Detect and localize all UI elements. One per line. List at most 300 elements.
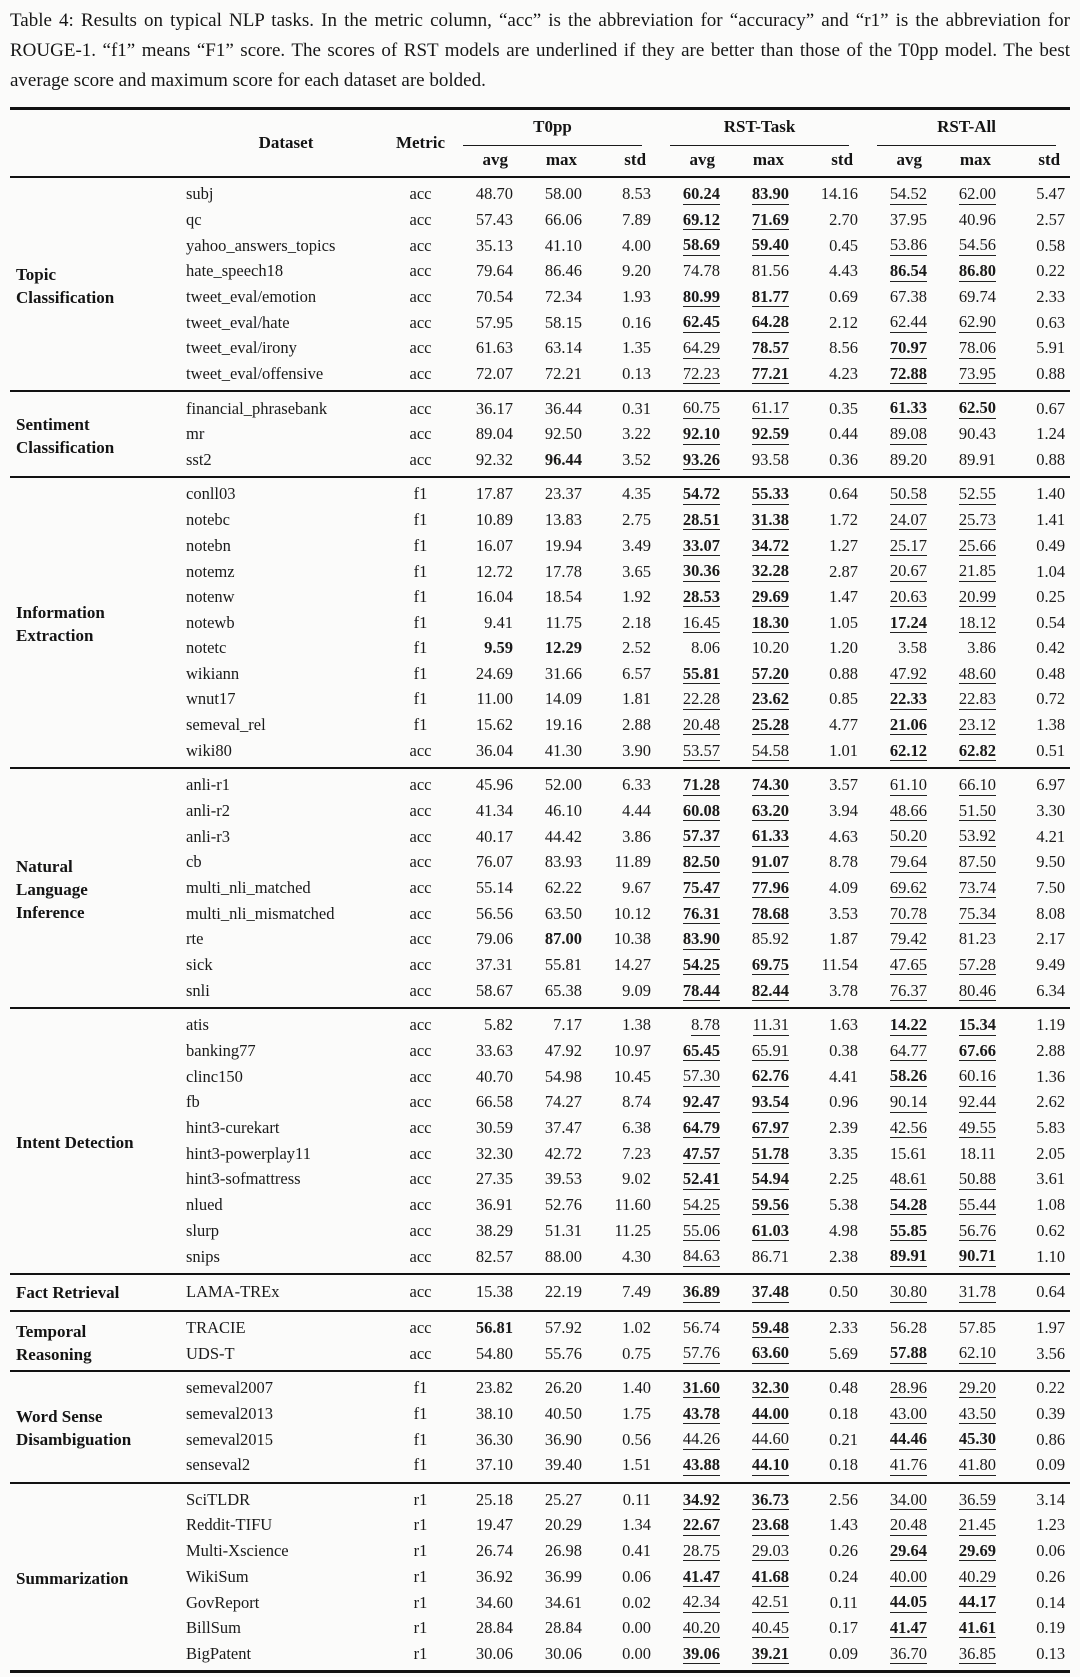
score-cell bbox=[518, 310, 587, 336]
score-value: 55.81 bbox=[544, 955, 582, 975]
score-cell bbox=[794, 850, 863, 876]
table-row bbox=[10, 477, 1070, 507]
dataset-name: wnut17 bbox=[186, 689, 236, 709]
score-value: 9.41 bbox=[484, 612, 513, 632]
score-cell bbox=[656, 1064, 725, 1090]
score-cell bbox=[449, 712, 518, 738]
score-cell bbox=[587, 661, 656, 687]
score-cell bbox=[1001, 1244, 1070, 1274]
score-cell bbox=[656, 1427, 725, 1453]
score-cell bbox=[449, 310, 518, 336]
score-value: 32.30 bbox=[751, 1377, 790, 1397]
score-value: 10.89 bbox=[475, 510, 513, 530]
score-value: 54.52 bbox=[889, 184, 928, 203]
score-cell bbox=[725, 1427, 794, 1453]
score-value: 0.45 bbox=[829, 235, 859, 255]
score-value: 0.56 bbox=[622, 1429, 652, 1449]
score-value: 15.61 bbox=[889, 1143, 928, 1163]
score-value: 50.20 bbox=[889, 826, 928, 846]
score-value: 44.46 bbox=[889, 1429, 928, 1449]
score-cell bbox=[656, 738, 725, 768]
score-cell bbox=[656, 1452, 725, 1482]
score-cell bbox=[932, 1452, 1001, 1482]
score-cell bbox=[518, 1427, 587, 1453]
score-cell bbox=[932, 1167, 1001, 1193]
metric-value: acc bbox=[409, 1143, 432, 1163]
score-value: 74.78 bbox=[682, 261, 721, 281]
score-cell bbox=[794, 1274, 863, 1311]
score-cell bbox=[656, 1244, 725, 1274]
score-value: 55.33 bbox=[751, 484, 790, 504]
score-cell bbox=[587, 952, 656, 978]
score-value: 0.13 bbox=[1036, 1643, 1066, 1663]
score-cell bbox=[518, 1064, 587, 1090]
score-value: 2.25 bbox=[829, 1169, 859, 1189]
score-cell bbox=[449, 1452, 518, 1482]
score-value: 3.35 bbox=[829, 1143, 859, 1163]
score-cell bbox=[932, 798, 1001, 824]
score-value: 0.02 bbox=[622, 1592, 652, 1612]
score-cell bbox=[518, 824, 587, 850]
score-cell bbox=[932, 824, 1001, 850]
score-value: 2.12 bbox=[829, 312, 859, 332]
score-value: 11.75 bbox=[545, 612, 582, 632]
metric-value: f1 bbox=[413, 510, 428, 530]
score-value: 62.00 bbox=[958, 184, 997, 203]
score-value: 0.48 bbox=[1036, 663, 1066, 683]
score-cell bbox=[1001, 738, 1070, 768]
score-cell bbox=[932, 284, 1001, 310]
score-value: 79.64 bbox=[475, 261, 513, 281]
score-value: 1.93 bbox=[622, 287, 652, 306]
score-value: 30.59 bbox=[475, 1118, 513, 1138]
score-cell bbox=[518, 421, 587, 447]
score-cell bbox=[863, 477, 932, 507]
score-value: 75.47 bbox=[682, 877, 721, 897]
dataset-name: subj bbox=[186, 184, 214, 204]
score-cell bbox=[449, 636, 518, 661]
score-value: 39.06 bbox=[682, 1643, 721, 1663]
score-value: 8.78 bbox=[829, 852, 859, 872]
score-cell bbox=[587, 1090, 656, 1116]
score-cell bbox=[518, 1008, 587, 1038]
metric-value: acc bbox=[409, 424, 432, 444]
metric-value: acc bbox=[409, 449, 432, 469]
score-value: 0.06 bbox=[622, 1566, 652, 1586]
score-value: 76.31 bbox=[682, 903, 721, 923]
metric-value: acc bbox=[409, 1118, 432, 1138]
score-cell bbox=[794, 1115, 863, 1141]
metric-value: f1 bbox=[413, 715, 428, 735]
score-cell bbox=[794, 1452, 863, 1482]
score-cell bbox=[656, 284, 725, 310]
score-value: 54.98 bbox=[544, 1066, 582, 1086]
dataset-name: nlued bbox=[186, 1195, 223, 1215]
score-value: 1.40 bbox=[1036, 484, 1066, 504]
score-value: 5.47 bbox=[1036, 184, 1066, 204]
score-cell bbox=[1001, 687, 1070, 713]
score-cell bbox=[449, 284, 518, 310]
score-value: 61.10 bbox=[889, 775, 928, 795]
score-cell bbox=[725, 1341, 794, 1371]
dataset-name: fb bbox=[186, 1092, 200, 1112]
score-cell bbox=[794, 661, 863, 687]
stat-column-header-std: std bbox=[1038, 150, 1061, 169]
score-cell bbox=[449, 477, 518, 507]
score-cell bbox=[863, 712, 932, 738]
dataset-name: qc bbox=[186, 209, 202, 229]
score-cell bbox=[449, 1538, 518, 1564]
score-value: 11.89 bbox=[614, 852, 652, 872]
score-value: 57.92 bbox=[544, 1318, 582, 1337]
dataset-name: anli-r3 bbox=[186, 826, 230, 846]
metric-value: acc bbox=[409, 852, 432, 872]
score-cell bbox=[1001, 850, 1070, 876]
score-value: 20.29 bbox=[544, 1515, 582, 1535]
score-value: 7.50 bbox=[1036, 878, 1066, 898]
score-value: 7.17 bbox=[553, 1015, 582, 1035]
score-value: 28.75 bbox=[682, 1540, 721, 1560]
score-cell bbox=[863, 421, 932, 447]
score-value: 62.45 bbox=[682, 312, 721, 332]
score-cell bbox=[863, 507, 932, 533]
score-value: 88.00 bbox=[544, 1246, 582, 1266]
dataset-name: conll03 bbox=[186, 484, 236, 504]
model-group-header-rst-all bbox=[863, 109, 1070, 147]
task-group-sentiment-classification bbox=[10, 391, 1070, 477]
score-value: 0.31 bbox=[622, 398, 652, 418]
score-cell bbox=[449, 1311, 518, 1341]
score-value: 0.88 bbox=[1036, 364, 1066, 384]
score-value: 51.78 bbox=[751, 1143, 790, 1163]
score-value: 1.02 bbox=[622, 1318, 652, 1337]
score-value: 0.00 bbox=[622, 1643, 652, 1663]
score-value: 82.44 bbox=[751, 980, 790, 1000]
score-value: 22.19 bbox=[544, 1282, 582, 1302]
dataset-name: snips bbox=[186, 1246, 220, 1266]
score-value: 29.03 bbox=[751, 1540, 790, 1560]
dataset-name: semeval_rel bbox=[186, 715, 266, 735]
score-value: 69.12 bbox=[682, 209, 721, 229]
score-cell bbox=[656, 1192, 725, 1218]
score-cell bbox=[449, 850, 518, 876]
score-value: 1.05 bbox=[829, 612, 859, 632]
score-cell bbox=[656, 636, 725, 661]
score-cell bbox=[932, 952, 1001, 978]
metric-value: f1 bbox=[413, 1429, 428, 1449]
score-cell bbox=[449, 768, 518, 798]
score-value: 48.66 bbox=[889, 800, 928, 820]
score-value: 29.20 bbox=[958, 1377, 997, 1397]
score-value: 61.63 bbox=[475, 338, 513, 358]
score-cell bbox=[794, 1090, 863, 1116]
score-cell bbox=[518, 1452, 587, 1482]
score-cell bbox=[1001, 1590, 1070, 1616]
score-cell bbox=[932, 1038, 1001, 1064]
score-value: 26.74 bbox=[475, 1541, 513, 1561]
score-value: 60.75 bbox=[682, 398, 721, 418]
score-value: 77.96 bbox=[751, 877, 790, 897]
score-cell bbox=[725, 1483, 794, 1513]
score-cell bbox=[725, 824, 794, 850]
score-value: 62.50 bbox=[958, 398, 997, 418]
score-value: 73.95 bbox=[958, 363, 997, 383]
score-cell bbox=[449, 978, 518, 1008]
score-value: 70.97 bbox=[889, 338, 928, 358]
metric-value: r1 bbox=[413, 1541, 428, 1561]
metric-value: r1 bbox=[413, 1566, 428, 1586]
score-value: 81.23 bbox=[958, 929, 997, 949]
score-cell bbox=[587, 1590, 656, 1616]
score-cell bbox=[794, 798, 863, 824]
metric-value: acc bbox=[409, 364, 432, 384]
score-value: 51.31 bbox=[544, 1220, 582, 1240]
score-cell bbox=[794, 1008, 863, 1038]
score-cell bbox=[725, 875, 794, 901]
score-cell bbox=[1001, 1427, 1070, 1453]
score-cell bbox=[932, 477, 1001, 507]
score-value: 1.34 bbox=[622, 1515, 652, 1535]
model-group-label: T0pp bbox=[533, 117, 572, 136]
score-cell bbox=[587, 636, 656, 661]
score-value: 54.25 bbox=[682, 954, 721, 974]
dataset-name: cb bbox=[186, 852, 202, 872]
score-value: 1.87 bbox=[829, 929, 859, 949]
score-cell bbox=[518, 1564, 587, 1590]
score-cell bbox=[1001, 507, 1070, 533]
score-value: 0.39 bbox=[1036, 1403, 1066, 1423]
score-cell bbox=[794, 1564, 863, 1590]
score-value: 0.26 bbox=[829, 1541, 859, 1561]
score-value: 54.58 bbox=[751, 740, 790, 760]
score-cell bbox=[1001, 177, 1070, 207]
score-cell bbox=[518, 1274, 587, 1311]
score-value: 6.97 bbox=[1036, 775, 1066, 795]
dataset-name: financial_phrasebank bbox=[186, 398, 328, 418]
score-cell bbox=[656, 927, 725, 953]
score-value: 4.00 bbox=[622, 235, 652, 255]
score-cell bbox=[587, 927, 656, 953]
score-cell bbox=[863, 1341, 932, 1371]
score-value: 90.43 bbox=[958, 424, 997, 444]
score-value: 3.49 bbox=[622, 535, 652, 555]
score-cell bbox=[1001, 1513, 1070, 1539]
score-value: 64.29 bbox=[682, 338, 721, 358]
score-cell bbox=[587, 901, 656, 927]
score-cell bbox=[1001, 1141, 1070, 1167]
score-value: 60.16 bbox=[958, 1066, 997, 1086]
score-value: 18.12 bbox=[958, 612, 997, 632]
score-value: 40.00 bbox=[889, 1566, 928, 1586]
score-value: 2.75 bbox=[622, 510, 652, 530]
score-value: 8.53 bbox=[622, 184, 652, 204]
score-cell bbox=[932, 661, 1001, 687]
score-cell bbox=[725, 738, 794, 768]
score-value: 55.14 bbox=[475, 878, 513, 898]
score-value: 44.17 bbox=[958, 1592, 997, 1612]
score-cell bbox=[656, 310, 725, 336]
task-group-intent-detection bbox=[10, 1008, 1070, 1274]
score-value: 89.08 bbox=[889, 424, 928, 443]
score-value: 36.89 bbox=[682, 1282, 721, 1301]
score-value: 3.58 bbox=[898, 638, 928, 658]
score-value: 17.87 bbox=[475, 484, 513, 504]
score-cell bbox=[932, 1401, 1001, 1427]
score-cell bbox=[449, 1064, 518, 1090]
dataset-name: sst2 bbox=[186, 449, 212, 469]
score-cell bbox=[518, 284, 587, 310]
score-cell bbox=[518, 1590, 587, 1616]
score-value: 49.55 bbox=[958, 1117, 997, 1137]
score-cell bbox=[1001, 421, 1070, 447]
score-cell bbox=[794, 584, 863, 610]
score-cell bbox=[725, 1115, 794, 1141]
score-value: 1.36 bbox=[1036, 1066, 1066, 1086]
dataset-name: hate_speech18 bbox=[186, 261, 284, 281]
stat-column-header-std: std bbox=[624, 150, 647, 169]
score-cell bbox=[656, 1564, 725, 1590]
score-cell bbox=[518, 1115, 587, 1141]
score-cell bbox=[725, 336, 794, 362]
score-value: 48.60 bbox=[958, 663, 997, 683]
score-value: 2.18 bbox=[622, 612, 652, 632]
task-group-topic-classification bbox=[10, 177, 1070, 391]
score-cell bbox=[1001, 712, 1070, 738]
score-cell bbox=[932, 901, 1001, 927]
score-value: 9.67 bbox=[622, 878, 652, 898]
score-value: 37.48 bbox=[751, 1282, 790, 1301]
score-cell bbox=[863, 1008, 932, 1038]
score-cell bbox=[518, 1090, 587, 1116]
score-cell bbox=[518, 207, 587, 233]
score-value: 52.41 bbox=[682, 1169, 721, 1189]
score-cell bbox=[932, 1244, 1001, 1274]
score-value: 2.52 bbox=[622, 638, 652, 658]
score-cell bbox=[518, 477, 587, 507]
score-value: 21.85 bbox=[958, 561, 997, 581]
score-value: 53.57 bbox=[682, 740, 721, 760]
score-value: 9.59 bbox=[484, 638, 513, 658]
metric-value: f1 bbox=[413, 638, 428, 658]
score-cell bbox=[794, 768, 863, 798]
score-value: 36.99 bbox=[544, 1566, 582, 1586]
score-cell bbox=[932, 712, 1001, 738]
score-cell bbox=[863, 610, 932, 636]
score-cell bbox=[656, 584, 725, 610]
metric-value: acc bbox=[409, 826, 432, 846]
task-group-label: Sentiment Classification bbox=[16, 414, 115, 457]
score-cell bbox=[518, 850, 587, 876]
task-group-label: Summarization bbox=[16, 1569, 129, 1589]
score-value: 2.33 bbox=[1036, 287, 1066, 306]
score-cell bbox=[1001, 1064, 1070, 1090]
score-cell bbox=[932, 875, 1001, 901]
score-value: 42.51 bbox=[751, 1592, 790, 1612]
metric-value: f1 bbox=[413, 1455, 428, 1475]
score-value: 17.78 bbox=[544, 561, 582, 581]
score-value: 8.56 bbox=[829, 338, 859, 358]
score-value: 28.51 bbox=[682, 509, 721, 529]
score-cell bbox=[518, 875, 587, 901]
score-cell bbox=[932, 1141, 1001, 1167]
score-value: 1.23 bbox=[1036, 1515, 1066, 1535]
score-cell bbox=[794, 1427, 863, 1453]
score-value: 25.27 bbox=[544, 1489, 582, 1509]
score-cell bbox=[449, 901, 518, 927]
metric-value: acc bbox=[409, 235, 432, 255]
score-value: 34.72 bbox=[751, 535, 790, 555]
score-cell bbox=[587, 1641, 656, 1672]
score-value: 54.25 bbox=[682, 1194, 721, 1214]
score-cell bbox=[863, 1064, 932, 1090]
task-group-word-sense-disambiguation bbox=[10, 1371, 1070, 1483]
score-cell bbox=[725, 284, 794, 310]
score-cell bbox=[449, 1141, 518, 1167]
score-value: 28.53 bbox=[682, 586, 721, 606]
score-value: 1.72 bbox=[829, 510, 859, 530]
score-cell bbox=[725, 610, 794, 636]
score-cell bbox=[863, 1564, 932, 1590]
score-cell bbox=[932, 1513, 1001, 1539]
score-value: 18.54 bbox=[544, 587, 582, 607]
score-value: 2.57 bbox=[1036, 209, 1066, 229]
score-cell bbox=[1001, 1038, 1070, 1064]
score-cell bbox=[518, 336, 587, 362]
score-value: 40.17 bbox=[475, 826, 513, 846]
metric-value: acc bbox=[409, 1220, 432, 1240]
score-value: 54.94 bbox=[751, 1169, 790, 1189]
score-cell bbox=[794, 1167, 863, 1193]
score-value: 2.05 bbox=[1036, 1143, 1066, 1163]
score-cell bbox=[863, 284, 932, 310]
score-cell bbox=[794, 310, 863, 336]
score-cell bbox=[449, 1427, 518, 1453]
score-value: 24.69 bbox=[475, 663, 513, 683]
score-value: 57.88 bbox=[889, 1343, 928, 1363]
score-value: 3.57 bbox=[829, 775, 859, 795]
score-value: 3.56 bbox=[1036, 1343, 1066, 1363]
column-span-rule bbox=[877, 145, 1056, 146]
score-cell bbox=[863, 1218, 932, 1244]
score-cell bbox=[794, 1401, 863, 1427]
score-value: 36.30 bbox=[475, 1429, 513, 1449]
score-value: 71.28 bbox=[682, 775, 721, 795]
score-cell bbox=[449, 447, 518, 477]
dataset-name: tweet_eval/irony bbox=[186, 338, 297, 358]
score-value: 58.67 bbox=[475, 980, 513, 1000]
score-cell bbox=[794, 1538, 863, 1564]
score-cell bbox=[656, 850, 725, 876]
score-cell bbox=[932, 584, 1001, 610]
score-value: 36.90 bbox=[544, 1429, 582, 1449]
score-value: 44.26 bbox=[682, 1429, 721, 1449]
score-value: 4.41 bbox=[829, 1066, 859, 1086]
column-span-rule bbox=[463, 145, 642, 146]
metric-value: f1 bbox=[413, 535, 428, 555]
score-value: 79.42 bbox=[889, 929, 928, 949]
score-value: 23.62 bbox=[751, 689, 790, 709]
score-value: 23.68 bbox=[751, 1515, 790, 1535]
score-cell bbox=[1001, 901, 1070, 927]
score-value: 78.68 bbox=[751, 903, 790, 923]
score-cell bbox=[449, 952, 518, 978]
score-value: 85.92 bbox=[751, 929, 790, 949]
score-cell bbox=[518, 1141, 587, 1167]
score-value: 18.30 bbox=[751, 612, 790, 632]
score-value: 89.20 bbox=[889, 449, 928, 469]
score-value: 3.86 bbox=[967, 638, 997, 658]
score-cell bbox=[587, 610, 656, 636]
